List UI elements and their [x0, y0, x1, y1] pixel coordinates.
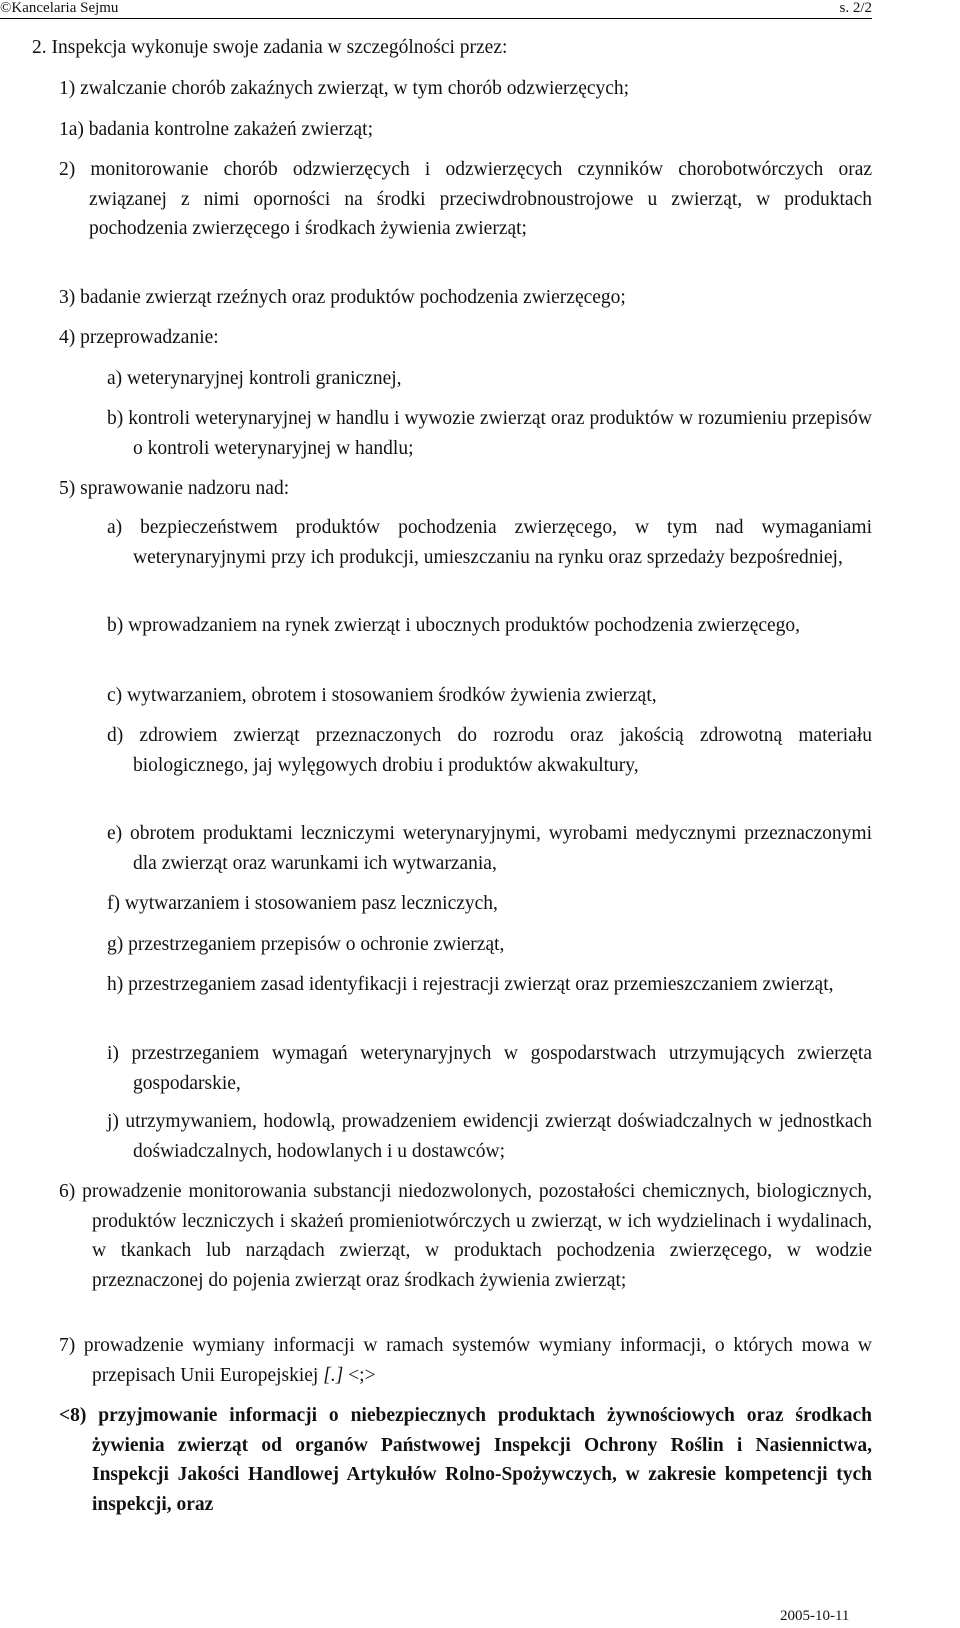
page-header	[0, 0, 872, 19]
item-5d: d) zdrowiem zwierząt przeznaczonych do rozrodu oraz jakością zdrowotną materiału biologicznego, jaj wylęgowych drobiu i produktów akwakultury,	[107, 725, 872, 776]
item-6: 6) prowadzenie monitorowania substancji niedozwolonych, pozostałości chemicznych, biologicznych, produktów leczniczych i skażeń promieniotwórczych u zwierząt, w ich wydzielinach i wydalinach, w tkankach lub narządach zwierząt, w produktach pochodzenia zwierzęcego, w wodzie przeznaczonej do pojenia zwierząt oraz środkach żywienia zwierząt;	[59, 1181, 872, 1291]
footer-date: 2005-10-11	[780, 1608, 850, 1624]
item-5i: i) przestrzeganiem wymagań weterynaryjnych w gospodarstwach utrzymujących zwierzęta gospodarskie,	[107, 1043, 872, 1094]
item-2: 2) monitorowanie chorób odzwierzęcych i odzwierzęcych czynników chorobotwórczych oraz związanej z nimi oporności na środki przeciwdrobnoustrojowe u zwierząt, w produktach pochodzenia zwierzęcego i środkach żywienia zwierząt;	[59, 159, 872, 239]
item-5c: c) wytwarzaniem, obrotem i stosowaniem środków żywienia zwierząt,	[107, 685, 657, 706]
header-page-number: s. 2/2	[839, 0, 872, 16]
header-source: ©Kancelaria Sejmu	[0, 0, 119, 16]
item-4b: b) kontroli weterynaryjnej w handlu i wywozie zwierząt oraz produktów w rozumieniu przepisów o kontroli weterynaryjnej w handlu;	[107, 408, 872, 459]
item-5f: f) wytwarzaniem i stosowaniem pasz leczniczych,	[107, 893, 498, 914]
item-5a: a) bezpieczeństwem produktów pochodzenia zwierzęcego, w tym nad wymaganiami weterynaryjnymi przy ich produkcji, umieszczaniu na rynku oraz sprzedaży bezpośredniej,	[107, 517, 872, 568]
item-5j: j) utrzymywaniem, hodowlą, prowadzeniem ewidencji zwierząt doświadczalnych w jednostkach doświadczalnych, hodowlanych i u dostawców;	[107, 1111, 872, 1162]
item-3: 3) badanie zwierząt rzeźnych oraz produktów pochodzenia zwierzęcego;	[59, 287, 626, 308]
item-7	[59, 1331, 872, 1390]
item-7-end-marker: <;>	[343, 1364, 376, 1386]
item-1: 1) zwalczanie chorób zakaźnych zwierząt, w tym chorób odzwierzęcych;	[59, 78, 630, 99]
item-4: 4) przeprowadzanie:	[59, 327, 219, 348]
item-7-italic-marker: [.]	[323, 1364, 344, 1386]
item-5b: b) wprowadzaniem na rynek zwierząt i ubocznych produktów pochodzenia zwierzęcego,	[107, 615, 801, 636]
item-5e: e) obrotem produktami leczniczymi weterynaryjnymi, wyrobami medycznymi przeznaczonymi dla zwierząt oraz warunkami ich wytwarzania,	[107, 823, 872, 874]
item-5h: h) przestrzeganiem zasad identyfikacji i rejestracji zwierząt oraz przemieszczaniem zwierząt,	[107, 974, 834, 995]
item-8: <8) przyjmowanie informacji o niebezpiecznych produktach żywnościowych oraz środkach żywienia zwierząt od organów Państwowej Inspekcji Ochrony Roślin i Nasiennictwa, Inspekcji Jakości Handlowej Artykułów Rolno-Spożywczych, w zakresie kompetencji tych inspekcji, oraz	[59, 1405, 872, 1515]
item-5g: g) przestrzeganiem przepisów o ochronie zwierząt,	[107, 934, 505, 955]
intro-paragraph: 2. Inspekcja wykonuje swoje zadania w szczególności przez:	[32, 37, 508, 58]
item-5: 5) sprawowanie nadzoru nad:	[59, 478, 290, 499]
item-1a: 1a) badania kontrolne zakażeń zwierząt;	[59, 119, 373, 140]
item-7-text: 7) prowadzenie wymiany informacji w ramach systemów wymiany informacji, o których mowa w przepisach Unii Europejskiej	[59, 1335, 872, 1386]
item-4a: a) weterynaryjnej kontroli granicznej,	[107, 368, 402, 389]
